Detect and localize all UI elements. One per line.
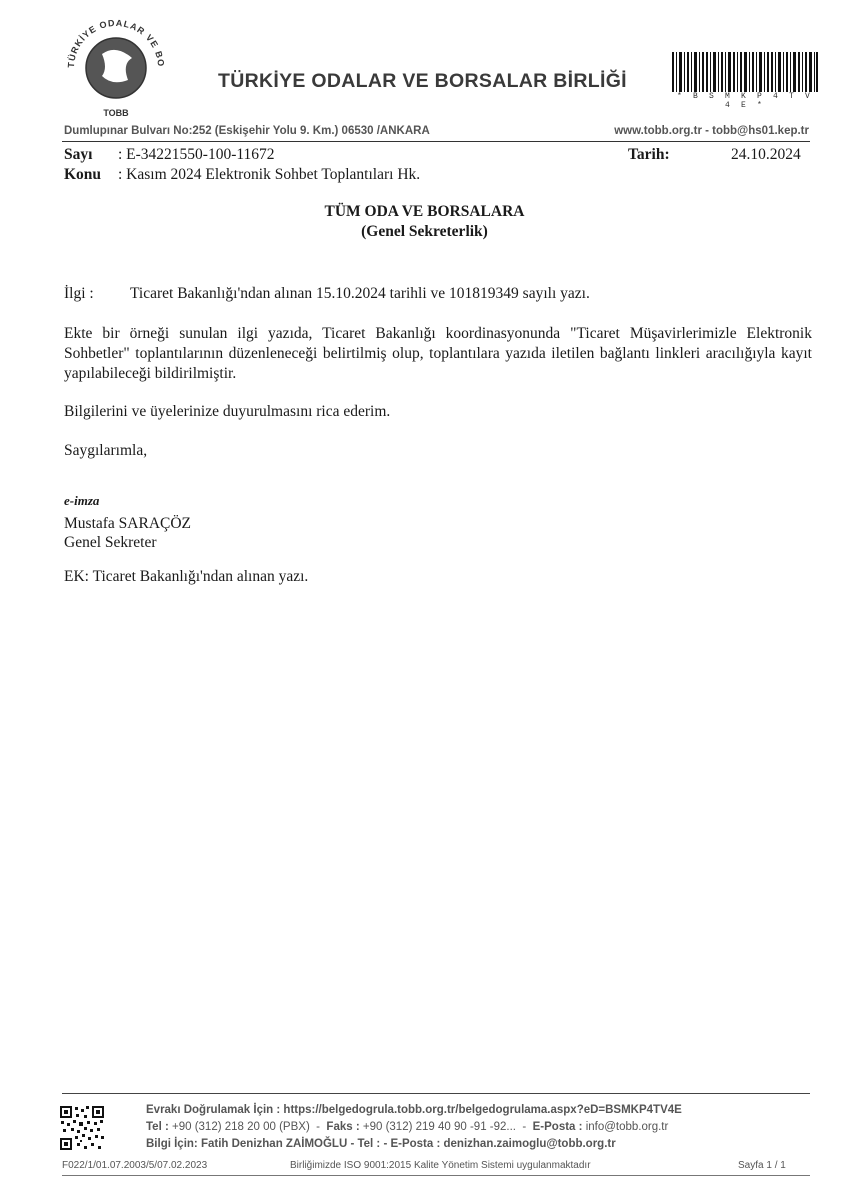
qr-code [60,1106,104,1150]
faks-value: +90 (312) 219 40 90 -91 -92... [362,1121,516,1133]
contact-line: Tel : +90 (312) 218 20 00 (PBX) - Faks : +90 (312) 219 40 90 -91 -92... - E-Posta : info@tobb.org.tr [146,1121,669,1133]
contact-person-line: Bilgi İçin: Fatih Denizhan ZAİMOĞLU - Tel : - E-Posta : denizhan.zaimoglu@tobb.org.tr [146,1138,616,1150]
verify-label: Evrakı Doğrulamak İçin : [146,1104,281,1116]
tarih-label: Tarih: [628,146,670,163]
recipient-department: (Genel Sekreterlik) [361,223,488,240]
signer-title: Genel Sekreter [64,534,157,551]
faks-label: Faks : [326,1121,360,1133]
verification-line [146,1104,682,1116]
body-paragraph-2: Bilgilerini ve üyelerinize duyurulmasını rica ederim. [64,403,391,420]
sayi-value: : E-34221550-100-11672 [118,146,275,163]
logo-ring-text: TÜRKİYE ODALAR VE BO [65,17,167,69]
logo-abbr: TOBB [103,108,129,118]
tel-value: +90 (312) 218 20 00 (PBX) [172,1121,310,1133]
web-contact: www.tobb.org.tr - tobb@hs01.kep.tr [614,125,809,137]
ilgi-label: İlgi : [64,285,94,302]
recipient: TÜM ODA VE BORSALARA [324,203,525,220]
tobb-logo [62,14,170,122]
eposta-value[interactable]: info@tobb.org.tr [585,1121,669,1133]
eposta-label: E-Posta : [532,1121,583,1133]
tel-label: Tel : [146,1121,169,1133]
footer-bottom-divider [62,1175,810,1176]
konu-label: Konu [64,166,102,183]
address: Dumlupınar Bulvarı No:252 (Eskişehir Yolu 9. Km.) 06530 /ANKARA [64,125,430,137]
konu-value: : Kasım 2024 Elektronik Sohbet Toplantıları Hk. [118,166,421,183]
verify-url[interactable]: https://belgedogrula.tobb.org.tr/belgedogrulama.aspx?eD=BSMKP4TV4E [283,1104,682,1116]
page-number: Sayfa 1 / 1 [738,1160,786,1171]
signer-name: Mustafa SARAÇÖZ [64,515,192,532]
body-paragraph-1: Ekte bir örneği sunulan ilgi yazıda, Ticaret Bakanlığı koordinasyonunda "Ticaret Müşavirlerimizle Elektronik Sohbetler" toplantılarının düzenleneceği belirtilmiş olup, toplantılara yazıda iletilen bağlantı linkleri aracılığıyla kayıt yapılabileceği bildirilmiştir. [64,325,812,382]
attachment-note: EK: Ticaret Bakanlığı'ndan alınan yazı. [64,568,309,585]
closing: Saygılarımla, [64,442,148,459]
barcode [672,52,818,92]
form-code: F022/1/01.07.2003/5/07.02.2023 [62,1160,208,1171]
e-signature-mark: e-imza [64,493,100,508]
ilgi-text: Ticaret Bakanlığı'ndan alınan 15.10.2024 tarihli ve 101819349 sayılı yazı. [130,285,590,302]
tarih-value: 24.10.2024 [731,146,801,163]
footer-divider [62,1093,810,1094]
organization-name: TÜRKİYE ODALAR VE BORSALAR BİRLİĞİ [218,70,627,92]
iso-statement: Birliğimizde ISO 9001:2015 Kalite Yönetim Sistemi uygulanmaktadır [290,1160,591,1171]
barcode-code: * B S M K P 4 T V 4 E * [676,92,813,110]
sayi-label: Sayı [64,146,93,163]
header-divider [62,141,810,142]
